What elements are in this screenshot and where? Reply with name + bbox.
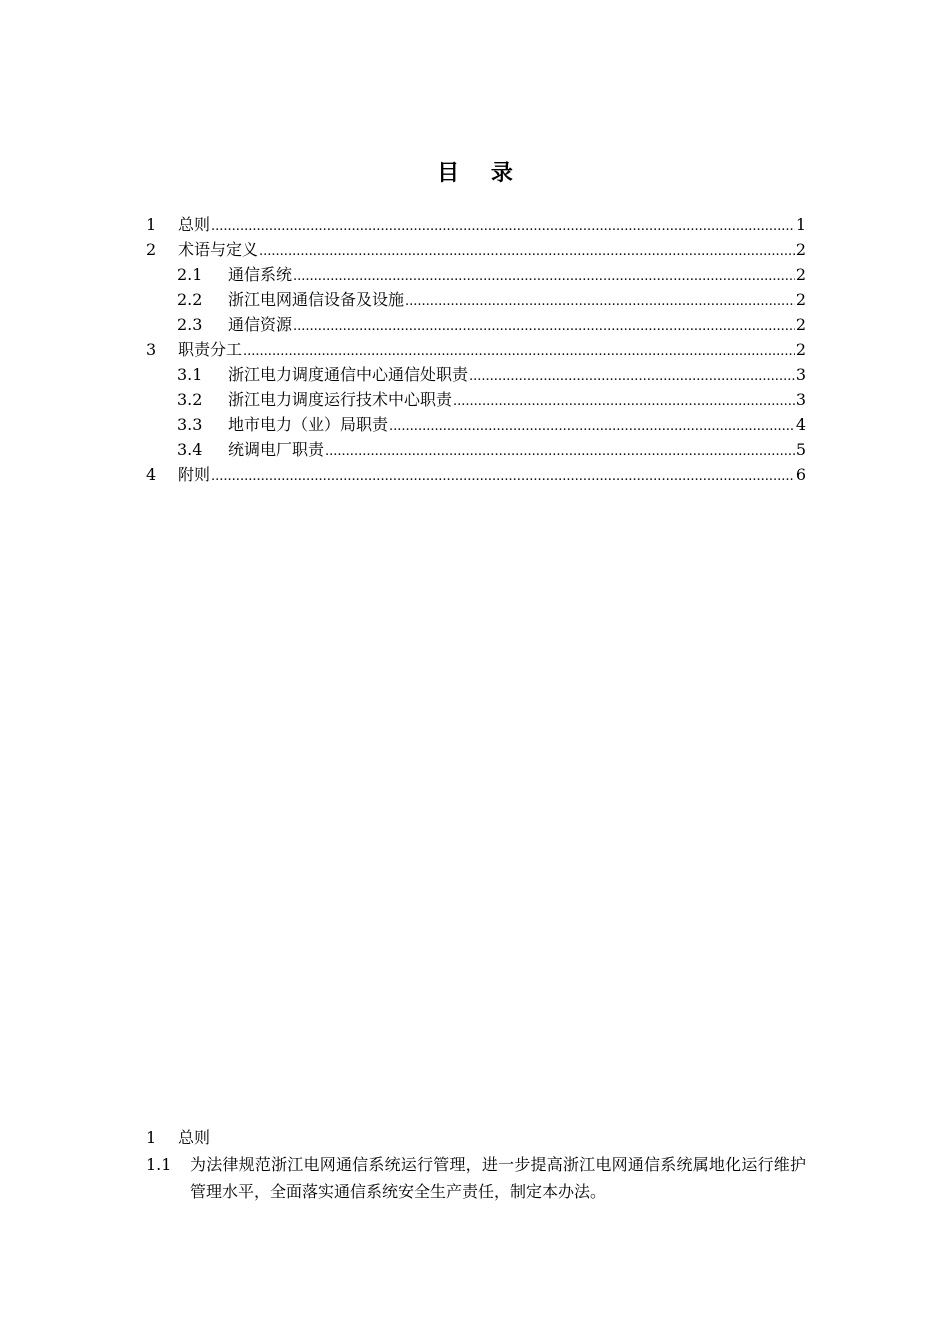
toc-entry-text: 浙江电力调度通信中心通信处职责 <box>228 365 469 384</box>
toc-entry-page: 2 <box>795 240 806 259</box>
toc-dot-leader <box>243 339 795 364</box>
toc-entry-text: 统调电厂职责 <box>228 440 325 459</box>
toc-entry-page: 2 <box>795 340 806 359</box>
toc-entry-text: 职责分工 <box>178 340 243 359</box>
toc-entry-page: 3 <box>795 390 806 409</box>
toc-entry-number: 1 <box>146 215 157 234</box>
toc-entry-2-3[interactable] <box>146 312 806 337</box>
toc-entry-number: 3.3 <box>177 415 203 434</box>
table-of-contents <box>146 212 806 487</box>
toc-entry-number: 2.3 <box>177 315 203 334</box>
toc-dot-leader <box>293 264 795 289</box>
toc-title: 目 录 <box>437 160 525 186</box>
toc-entry-number: 2.2 <box>177 290 203 309</box>
toc-entry-page: 5 <box>795 440 806 459</box>
toc-entry-1[interactable] <box>146 212 806 237</box>
toc-entry-number: 3 <box>146 340 157 359</box>
toc-entry-text: 附则 <box>178 465 211 484</box>
clause-1-1 <box>146 1151 806 1205</box>
section-heading <box>146 1124 806 1151</box>
toc-dot-leader <box>453 389 795 414</box>
toc-entry-number: 3.1 <box>177 365 203 384</box>
toc-entry-number: 2.1 <box>177 265 203 284</box>
toc-entry-text: 术语与定义 <box>178 240 259 259</box>
toc-entry-text: 浙江电网通信设备及设施 <box>228 290 405 309</box>
toc-entry-text: 地市电力（业）局职责 <box>228 415 389 434</box>
toc-dot-leader <box>405 289 795 314</box>
toc-dot-leader <box>293 314 795 339</box>
toc-entry-3-4[interactable] <box>146 437 806 462</box>
toc-dot-leader <box>211 214 795 239</box>
toc-entry-number: 3.4 <box>177 440 203 459</box>
toc-dot-leader <box>469 364 795 389</box>
toc-entry-number: 4 <box>146 465 157 484</box>
toc-entry-page: 6 <box>795 465 806 484</box>
toc-entry-2-2[interactable] <box>146 287 806 312</box>
toc-dot-leader <box>211 464 795 489</box>
toc-entry-page: 2 <box>795 265 806 284</box>
section-general <box>146 1124 806 1205</box>
toc-entry-page: 1 <box>795 215 806 234</box>
toc-entry-page: 2 <box>795 315 806 334</box>
toc-dot-leader <box>259 239 795 264</box>
toc-dot-leader <box>325 439 795 464</box>
section-number: 1 <box>146 1128 157 1147</box>
toc-entry-text: 通信资源 <box>228 315 293 334</box>
clause-number: 1.1 <box>146 1155 172 1174</box>
toc-entry-text: 浙江电力调度运行技术中心职责 <box>228 390 453 409</box>
toc-entry-4[interactable] <box>146 462 806 487</box>
toc-entry-3[interactable] <box>146 337 806 362</box>
toc-entry-3-1[interactable] <box>146 362 806 387</box>
toc-entry-page: 2 <box>795 290 806 309</box>
toc-dot-leader <box>389 414 795 439</box>
toc-entry-3-3[interactable] <box>146 412 806 437</box>
toc-entry-text: 总则 <box>178 215 211 234</box>
toc-entry-3-2[interactable] <box>146 387 806 412</box>
toc-entry-text: 通信系统 <box>228 265 293 284</box>
toc-entry-number: 2 <box>146 240 157 259</box>
toc-entry-number: 3.2 <box>177 390 203 409</box>
toc-entry-page: 3 <box>795 365 806 384</box>
section-title: 总则 <box>178 1128 211 1147</box>
toc-entry-2[interactable] <box>146 237 806 262</box>
toc-entry-2-1[interactable] <box>146 262 806 287</box>
toc-entry-page: 4 <box>795 415 806 434</box>
clause-text: 为法律规范浙江电网通信系统运行管理，进一步提高浙江电网通信系统属地化运行维护管理水平，全面落实通信系统安全生产责任，制定本办法。 <box>190 1155 806 1201</box>
